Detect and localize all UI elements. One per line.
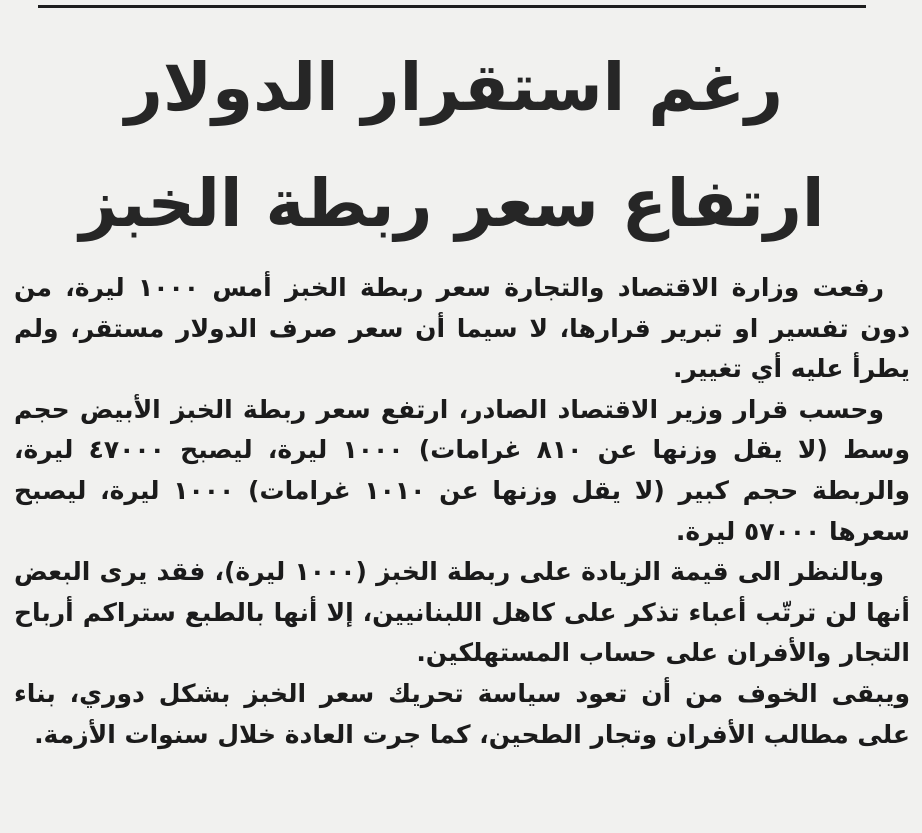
article-body [14, 268, 910, 755]
article-paragraph-3: وبالنظر الى قيمة الزيادة على ربطة الخبز (١٠٠٠ ليرة)، فقد يرى البعض أنها لن ترتّب أعباء تذكر على كاهل اللبنانيين، إلا أنها بالطبع ستراكم أرباح التجار والأفران على حساب المستهلكين. [14, 557, 910, 668]
article-paragraph-4: ويبقى الخوف من أن تعود سياسة تحريك سعر الخبز بشكل دوري، بناء على مطالب الأفران وتجار الطحين، كما جرت العادة خلال سنوات الأزمة. [14, 678, 910, 749]
top-divider-rule [38, 5, 866, 8]
article-paragraph-2: وحسب قرار وزير الاقتصاد الصادر، ارتفع سعر ربطة الخبز الأبيض حجم وسط (لا يقل وزنها عن ٨١٠ غرامات) ١٠٠٠ ليرة، ليصبح ٤٧٠٠٠ ليرة، والربطة حجم كبير (لا يقل وزنها عن ١٠١٠ غرامات) ١٠٠٠ ليرة، ليصبح سعرها ٥٧٠٠٠ ليرة. [14, 394, 911, 546]
headline-line-2: ارتفاع سعر ربطة الخبز [79, 165, 825, 242]
headline-line-1: رغم استقرار الدولار [124, 49, 784, 126]
article-paragraph-1: رفعت وزارة الاقتصاد والتجارة سعر ربطة الخبز أمس ١٠٠٠ ليرة، من دون تفسير او تبرير قرارها، لا سيما أن سعر صرف الدولار مستقر، ولم يطرأ عليه أي تغيير. [14, 273, 910, 384]
